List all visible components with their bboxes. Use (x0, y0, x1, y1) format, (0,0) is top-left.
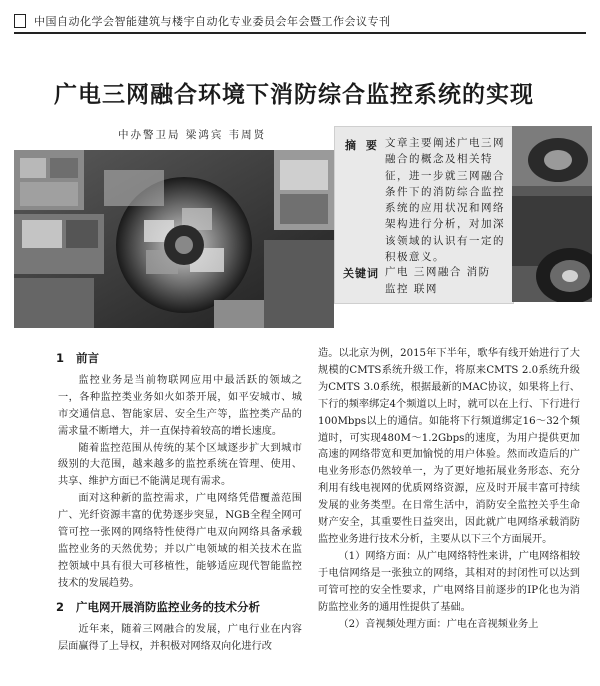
section-2-number: 2 (56, 599, 65, 614)
left-column (58, 350, 302, 655)
section-2-heading (56, 599, 302, 616)
keywords-text: 广电 三网融合 消防监控 联网 (385, 266, 491, 295)
section-2-title: 广电网开展消防监控业务的技术分析 (76, 599, 261, 614)
section-1-number: 1 (56, 351, 65, 365)
left-paragraph-4: 近年来，随着三网融合的发展，广电行业在内容层面赢得了上导权，并积极对网络双向化进行改 (58, 623, 302, 652)
cctv-collage-image (14, 150, 334, 328)
running-head-box (14, 14, 26, 28)
right-paragraph-2: （1）网络方面：从广电网络特性来讲，广电网络相较于电信网络是一张独立的网络，其相对的封闭性可以达到可管可控的安全性要求，广电网络目前逐步的IP化也为消防监控业务的通用性提供了基础。 (318, 550, 580, 613)
abstract-label: 摘 要 (345, 139, 380, 152)
left-paragraph-1: 监控业务是当前物联网应用中最活跃的领域之一，各种监控类业务如火如荼开展，如平安城市、城市交通信息、智能家居、安全生产等，监控类产品的需求量不断增大，并一直保持着较高的增长速度。 (58, 374, 302, 437)
abstract-text: 文章主要阐述广电三网融合的概念及相关特征，进一步就三网融合条件下的消防综合监控系统的应用状况和网络架构进行分析，对加深该领域的认识有一定的积极意义。 (385, 137, 505, 264)
camera-lens-graphic (512, 126, 592, 302)
cctv-collage-graphic (14, 150, 334, 328)
section-1-heading (56, 350, 302, 367)
running-head-text: 中国自动化学会智能建筑与楼宇自动化专业委员会年会暨工作会议专刊 (34, 15, 391, 28)
section-1-title: 前言 (76, 351, 100, 365)
article-title: 广电三网融合环境下消防综合监控系统的实现 (54, 82, 534, 108)
right-column (318, 346, 580, 633)
right-paragraph-1: 造。以北京为例，2015年下半年，歌华有线开始进行了大规模的CMTS系统升级工作，将原来CMTS 2.0系统升级为CMTS 3.0系统，根据最新的MAC协议，如果将上行、下行的频率绑定4个频道以上时，就可以在上行、下行进行100Mbps以上的通信。如能将下行频道绑定16～32个频道时，可实现480M～1.2Gbps的速度，为用户提供更加高速的网络带宽和更加愉悦的用户体验。然而改造后的广电业务形态仍然较单一，为了更好地拓展业务形态、充分利用有线电视网的优质网络资源，应及时开展丰富可持续发展的业务类型。在日常生活中，消防安全监控关乎生命财产安全，其重要性日益突出，因此就广电网络承载消防监控业务进行技术分析，主要从以下三个方面展开。 (318, 348, 580, 545)
running-head-rule (14, 32, 586, 34)
left-paragraph-2: 随着监控范围从传统的某个区域逐步扩大到城市级别的大范围，越来越多的监控系统在管理、使用、共享、维护方面已不能满足现有需求。 (58, 442, 302, 488)
keywords-label: 关键词 (343, 267, 379, 280)
right-paragraph-3: （2）音视频处理方面：广电在音视频业务上 (338, 618, 539, 630)
camera-lens-image (512, 126, 592, 302)
article-authors: 中办警卫局 梁鸿宾 韦周贤 (118, 129, 267, 141)
abstract-box (334, 126, 514, 304)
left-paragraph-3: 面对这种新的监控需求，广电网络凭借覆盖范围广、光纤资源丰富的优势逐步突显，NGB全程全网可管可控一张网的网络特性使得广电双向网络具备承载监控业务的天然优势；并以广电领域的相关技术在监控领域中具有很大可移植性，能够适应现代智能监控技术的发展趋势。 (58, 493, 302, 589)
running-head (14, 10, 586, 36)
